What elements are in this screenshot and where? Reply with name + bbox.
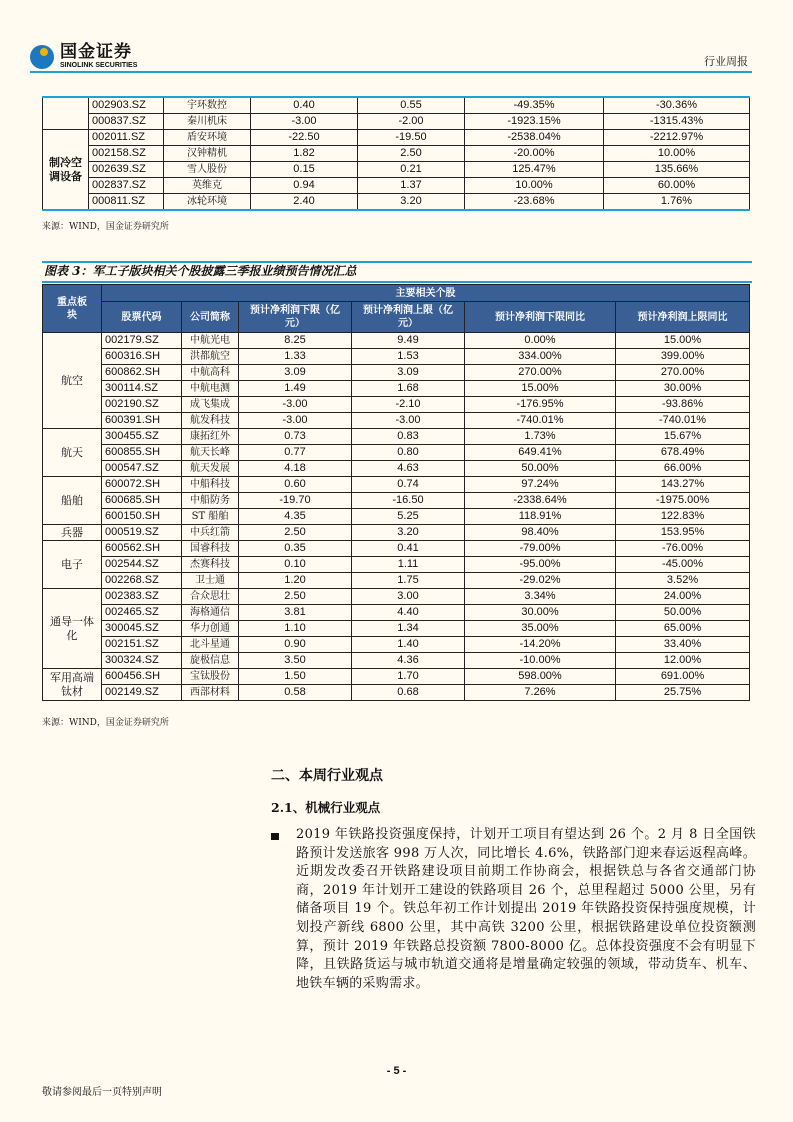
profit-low: -3.00	[239, 397, 352, 413]
table-row	[43, 493, 750, 509]
sector-cell: 兵器	[43, 525, 102, 541]
table-row	[43, 162, 750, 178]
company-name: 中船科技	[182, 477, 239, 493]
high-yoy: -2212.97%	[604, 130, 750, 146]
profit-high: 4.40	[352, 605, 465, 621]
table-row	[43, 525, 750, 541]
profit-high: 3.20	[352, 525, 465, 541]
profit-low: -22.50	[251, 130, 358, 146]
company-name: 北斗星通	[182, 637, 239, 653]
profit-high: 0.41	[352, 541, 465, 557]
high-yoy: 691.00%	[616, 669, 750, 685]
high-yoy: -76.00%	[616, 541, 750, 557]
profit-high: 3.00	[352, 589, 465, 605]
sector-cell	[43, 97, 89, 130]
profit-low: 0.58	[239, 685, 352, 701]
high-yoy: 25.75%	[616, 685, 750, 701]
profit-low: 1.20	[239, 573, 352, 589]
profit-low: 2.50	[239, 589, 352, 605]
profit-low: 0.60	[239, 477, 352, 493]
profit-high: 0.55	[358, 97, 465, 114]
high-yoy: 1.76%	[604, 194, 750, 211]
subsection-heading: 2.1、机械行业观点	[271, 800, 381, 815]
table-row	[43, 97, 750, 114]
profit-low: -3.00	[251, 114, 358, 130]
stock-code: 002903.SZ	[89, 97, 164, 114]
profit-low: 1.10	[239, 621, 352, 637]
low-yoy: 270.00%	[465, 365, 616, 381]
table-row	[43, 365, 750, 381]
company-name: 中航电测	[182, 381, 239, 397]
profit-high: 1.34	[352, 621, 465, 637]
table-row	[43, 589, 750, 605]
company-name: 中船防务	[182, 493, 239, 509]
military-earnings-table	[42, 284, 750, 701]
profit-high: -19.50	[358, 130, 465, 146]
profit-high: 9.49	[352, 333, 465, 349]
high-yoy: 135.66%	[604, 162, 750, 178]
company-name: 中兵红箭	[182, 525, 239, 541]
company-name: 宇环数控	[164, 97, 251, 114]
company-name: 雪人股份	[164, 162, 251, 178]
low-yoy: -14.20%	[465, 637, 616, 653]
company-name: 中航光电	[182, 333, 239, 349]
low-yoy: -10.00%	[465, 653, 616, 669]
page-number: - 5 -	[386, 1065, 407, 1077]
low-yoy: 598.00%	[465, 669, 616, 685]
company-name: 杰赛科技	[182, 557, 239, 573]
profit-high: 4.63	[352, 461, 465, 477]
profit-low: 8.25	[239, 333, 352, 349]
stock-code: 002268.SZ	[102, 573, 182, 589]
sector-cell: 通导一体化	[43, 589, 102, 669]
table2-caption: 图表 3：军工子版块相关个股披露三季报业绩预告情况汇总	[44, 264, 357, 278]
company-name: 洪都航空	[182, 349, 239, 365]
company-name: ST 船舶	[182, 509, 239, 525]
low-yoy: -1923.15%	[465, 114, 604, 130]
table-row	[43, 621, 750, 637]
company-name: 华力创通	[182, 621, 239, 637]
stock-code: 002149.SZ	[102, 685, 182, 701]
header-name: 公司简称	[182, 302, 239, 333]
profit-high: 0.83	[352, 429, 465, 445]
table-row	[43, 557, 750, 573]
high-yoy: -1315.43%	[604, 114, 750, 130]
table-row	[43, 541, 750, 557]
profit-high: 5.25	[352, 509, 465, 525]
profit-high: 3.09	[352, 365, 465, 381]
table-row	[43, 477, 750, 493]
sinolink-logo-icon	[30, 45, 54, 69]
header-divider	[30, 71, 752, 73]
low-yoy: 0.00%	[465, 333, 616, 349]
profit-low: 2.40	[251, 194, 358, 211]
low-yoy: -49.35%	[465, 97, 604, 114]
low-yoy: 7.26%	[465, 685, 616, 701]
high-yoy: 270.00%	[616, 365, 750, 381]
low-yoy: 35.00%	[465, 621, 616, 637]
logo-en: SINOLINK SECURITIES	[60, 62, 138, 69]
stock-code: 300324.SZ	[102, 653, 182, 669]
logo-cn: 国金证券	[60, 42, 132, 61]
high-yoy: 12.00%	[616, 653, 750, 669]
caption-bottom-line	[42, 281, 752, 283]
company-name: 航天长峰	[182, 445, 239, 461]
low-yoy: 125.47%	[465, 162, 604, 178]
profit-high: 0.68	[352, 685, 465, 701]
stock-code: 002837.SZ	[89, 178, 164, 194]
profit-low: 0.10	[239, 557, 352, 573]
high-yoy: 122.83%	[616, 509, 750, 525]
table-row	[43, 130, 750, 146]
high-yoy: 3.52%	[616, 573, 750, 589]
body-paragraph: 2019 年铁路投资强度保持，计划开工项目有望达到 26 个。2 月 8 日全国铁路预计发送旅客 998 万人次，同比增长 4.6%，铁路部门迎来春运返程高峰。近期发改委召开铁路建设项目前期工作协商会，根据铁总与各省交通部门协商，2019 年计划开工建设的铁路项目 26 个，总里程超过 5000 公里，另有储备项目 19 个。铁总年初工作计划提出 2019 年铁路投资保持强度规模，计划投产新线 6800 公里，其中高铁 3200 公里，根据铁路建设单位投资额测算，预计 2019 年铁路总投资额 7800-8000 亿。总体投资强度不会有明显下降，且铁路货运与城市轨道交通将是增量确定较强的领域，带动货车、机车、地铁车辆的采购需求。	[296, 827, 756, 991]
table-row	[43, 178, 750, 194]
low-yoy: 30.00%	[465, 605, 616, 621]
profit-low: 0.73	[239, 429, 352, 445]
header-code: 股票代码	[102, 302, 182, 333]
stock-code: 000837.SZ	[89, 114, 164, 130]
low-yoy: 15.00%	[465, 381, 616, 397]
table-row	[43, 349, 750, 365]
profit-high: 1.53	[352, 349, 465, 365]
company-name: 旋极信息	[182, 653, 239, 669]
profit-low: -3.00	[239, 413, 352, 429]
header-low-yoy: 预计净利润下限同比	[465, 302, 616, 333]
table-continued	[42, 96, 750, 211]
table-row	[43, 114, 750, 130]
table-row	[43, 461, 750, 477]
high-yoy: -30.36%	[604, 97, 750, 114]
table1-source: 来源：WIND，国金证券研究所	[42, 222, 169, 232]
high-yoy: 30.00%	[616, 381, 750, 397]
profit-low: 1.49	[239, 381, 352, 397]
profit-low: 0.77	[239, 445, 352, 461]
profit-high: 1.37	[358, 178, 465, 194]
company-name: 汉钟精机	[164, 146, 251, 162]
stock-code: 600862.SH	[102, 365, 182, 381]
low-yoy: 98.40%	[465, 525, 616, 541]
table-row	[43, 146, 750, 162]
high-yoy: 153.95%	[616, 525, 750, 541]
header-sector: 重点板块	[43, 285, 102, 333]
profit-low: 3.09	[239, 365, 352, 381]
stock-code: 002190.SZ	[102, 397, 182, 413]
company-name: 西部材料	[182, 685, 239, 701]
section-heading: 二、本周行业观点	[271, 768, 383, 784]
high-yoy: -740.01%	[616, 413, 750, 429]
low-yoy: 10.00%	[465, 178, 604, 194]
table-row	[43, 413, 750, 429]
stock-code: 600685.SH	[102, 493, 182, 509]
profit-high: 1.11	[352, 557, 465, 573]
high-yoy: 399.00%	[616, 349, 750, 365]
low-yoy: -2538.04%	[465, 130, 604, 146]
high-yoy: 15.67%	[616, 429, 750, 445]
profit-low: 4.35	[239, 509, 352, 525]
profit-high: 2.50	[358, 146, 465, 162]
report-type: 行业周报	[704, 55, 748, 68]
stock-code: 600072.SH	[102, 477, 182, 493]
stock-code: 002465.SZ	[102, 605, 182, 621]
company-name: 成飞集成	[182, 397, 239, 413]
profit-low: 2.50	[239, 525, 352, 541]
sector-cell: 航空	[43, 333, 102, 429]
stock-code: 300455.SZ	[102, 429, 182, 445]
profit-high: -16.50	[352, 493, 465, 509]
high-yoy: 678.49%	[616, 445, 750, 461]
stock-code: 002179.SZ	[102, 333, 182, 349]
sector-cell: 电子	[43, 541, 102, 589]
profit-low: 1.82	[251, 146, 358, 162]
profit-low: 3.50	[239, 653, 352, 669]
stock-code: 600855.SH	[102, 445, 182, 461]
stock-code: 002544.SZ	[102, 557, 182, 573]
profit-high: 1.68	[352, 381, 465, 397]
stock-code: 600150.SH	[102, 509, 182, 525]
stock-code: 000519.SZ	[102, 525, 182, 541]
low-yoy: 334.00%	[465, 349, 616, 365]
company-name: 航天发展	[182, 461, 239, 477]
company-name: 合众思壮	[182, 589, 239, 605]
header-high: 预计净利润上限（亿元）	[352, 302, 465, 333]
sector-cell: 制冷空调设备	[43, 130, 89, 211]
profit-low: 0.40	[251, 97, 358, 114]
stock-code: 002639.SZ	[89, 162, 164, 178]
profit-low: 1.33	[239, 349, 352, 365]
profit-high: 1.40	[352, 637, 465, 653]
high-yoy: -45.00%	[616, 557, 750, 573]
low-yoy: -176.95%	[465, 397, 616, 413]
stock-code: 600316.SH	[102, 349, 182, 365]
stock-code: 600562.SH	[102, 541, 182, 557]
profit-low: -19.70	[239, 493, 352, 509]
stock-code: 000547.SZ	[102, 461, 182, 477]
table-row	[43, 397, 750, 413]
profit-high: 0.74	[352, 477, 465, 493]
stock-code: 000811.SZ	[89, 194, 164, 211]
low-yoy: -740.01%	[465, 413, 616, 429]
company-name: 秦川机床	[164, 114, 251, 130]
profit-low: 0.90	[239, 637, 352, 653]
table2-source: 来源：WIND，国金证券研究所	[42, 718, 169, 728]
stock-code: 600391.SH	[102, 413, 182, 429]
low-yoy: 97.24%	[465, 477, 616, 493]
high-yoy: 33.40%	[616, 637, 750, 653]
profit-low: 0.94	[251, 178, 358, 194]
high-yoy: 15.00%	[616, 333, 750, 349]
table-row	[43, 653, 750, 669]
table-row	[43, 669, 750, 685]
stock-code: 300045.SZ	[102, 621, 182, 637]
low-yoy: 649.41%	[465, 445, 616, 461]
stock-code: 002011.SZ	[89, 130, 164, 146]
table-row	[43, 685, 750, 701]
stock-code: 300114.SZ	[102, 381, 182, 397]
profit-high: 0.21	[358, 162, 465, 178]
low-yoy: 3.34%	[465, 589, 616, 605]
profit-low: 0.35	[239, 541, 352, 557]
low-yoy: 50.00%	[465, 461, 616, 477]
stock-code: 002158.SZ	[89, 146, 164, 162]
company-name: 英维克	[164, 178, 251, 194]
table-row	[43, 333, 750, 349]
high-yoy: 65.00%	[616, 621, 750, 637]
company-name: 宝钛股份	[182, 669, 239, 685]
profit-low: 0.15	[251, 162, 358, 178]
low-yoy: -2338.64%	[465, 493, 616, 509]
stock-code: 600456.SH	[102, 669, 182, 685]
profit-high: 1.70	[352, 669, 465, 685]
header-high-yoy: 预计净利润上限同比	[616, 302, 750, 333]
high-yoy: 10.00%	[604, 146, 750, 162]
profit-low: 1.50	[239, 669, 352, 685]
table-row	[43, 429, 750, 445]
low-yoy: -20.00%	[465, 146, 604, 162]
sector-cell: 军用高端钛材	[43, 669, 102, 701]
high-yoy: -93.86%	[616, 397, 750, 413]
caption-top-line	[42, 261, 752, 263]
footer-disclaimer: 敬请参阅最后一页特别声明	[42, 1087, 162, 1098]
bullet-icon	[271, 833, 279, 840]
profit-low: 3.81	[239, 605, 352, 621]
high-yoy: 24.00%	[616, 589, 750, 605]
company-name: 航发科技	[182, 413, 239, 429]
table-row	[43, 445, 750, 461]
high-yoy: 60.00%	[604, 178, 750, 194]
profit-high: 3.20	[358, 194, 465, 211]
low-yoy: -79.00%	[465, 541, 616, 557]
table-row	[43, 637, 750, 653]
company-name: 中航高科	[182, 365, 239, 381]
company-name: 卫士通	[182, 573, 239, 589]
stock-code: 002151.SZ	[102, 637, 182, 653]
table-row	[43, 381, 750, 397]
sector-cell: 航天	[43, 429, 102, 477]
table-row	[43, 573, 750, 589]
profit-low: 4.18	[239, 461, 352, 477]
profit-high: -3.00	[352, 413, 465, 429]
low-yoy: -95.00%	[465, 557, 616, 573]
profit-high: -2.00	[358, 114, 465, 130]
company-name: 海格通信	[182, 605, 239, 621]
company-name: 盾安环境	[164, 130, 251, 146]
profit-high: 0.80	[352, 445, 465, 461]
low-yoy: -23.68%	[465, 194, 604, 211]
company-name: 冰轮环境	[164, 194, 251, 211]
sector-cell: 船舶	[43, 477, 102, 525]
high-yoy: 66.00%	[616, 461, 750, 477]
low-yoy: 118.91%	[465, 509, 616, 525]
profit-high: 4.36	[352, 653, 465, 669]
high-yoy: 50.00%	[616, 605, 750, 621]
table-row	[43, 194, 750, 211]
company-name: 国睿科技	[182, 541, 239, 557]
profit-high: 1.75	[352, 573, 465, 589]
header-group: 主要相关个股	[102, 285, 750, 302]
high-yoy: -1975.00%	[616, 493, 750, 509]
stock-code: 002383.SZ	[102, 589, 182, 605]
profit-high: -2.10	[352, 397, 465, 413]
company-name: 康拓红外	[182, 429, 239, 445]
table-row	[43, 509, 750, 525]
low-yoy: 1.73%	[465, 429, 616, 445]
low-yoy: -29.02%	[465, 573, 616, 589]
table-row	[43, 605, 750, 621]
header-low: 预计净利润下限（亿元）	[239, 302, 352, 333]
high-yoy: 143.27%	[616, 477, 750, 493]
